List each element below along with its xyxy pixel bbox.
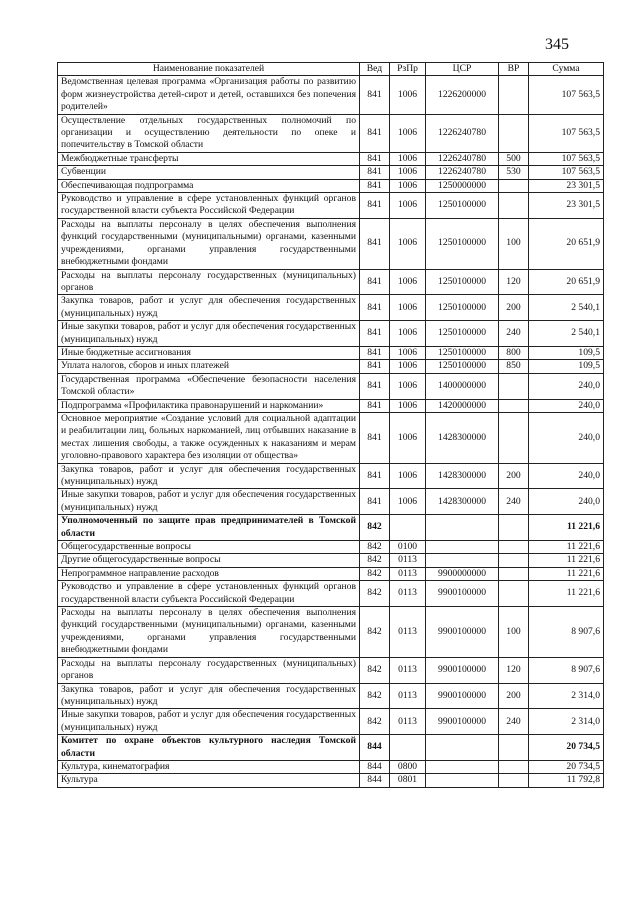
cell-sum: 107 563,5 [529, 76, 604, 114]
cell-vr: 850 [499, 360, 529, 373]
cell-csr: 1250100000 [426, 295, 499, 321]
cell-name: Основное мероприятие «Создание условий для социальной адаптации и реабилитации лиц, больных наркоманией, лиц отбывших наказание в местах лишения свободы, а также осужденных к наказаниям и мерам уголовно-правового характера без изоляции от общества» [58, 412, 360, 463]
cell-vr: 240 [499, 489, 529, 515]
cell-name: Расходы на выплаты персоналу государственных (муниципальных) органов [58, 269, 360, 295]
cell-ved: 842 [360, 515, 390, 541]
cell-name: Закупка товаров, работ и услуг для обеспечения государственных (муниципальных) нужд [58, 683, 360, 709]
cell-csr: 1428300000 [426, 463, 499, 489]
cell-csr: 1250100000 [426, 218, 499, 269]
header-name: Наименование показателей [58, 63, 360, 76]
cell-csr: 9900100000 [426, 657, 499, 683]
cell-vr: 800 [499, 346, 529, 359]
cell-vr: 100 [499, 607, 529, 658]
cell-ved: 841 [360, 152, 390, 165]
cell-name: Обеспечивающая подпрограмма [58, 179, 360, 192]
cell-ved: 841 [360, 373, 390, 399]
cell-csr: 1428300000 [426, 412, 499, 463]
cell-csr: 1250100000 [426, 321, 499, 347]
cell-ved: 844 [360, 735, 390, 761]
cell-rzpr: 0113 [390, 567, 426, 580]
cell-rzpr: 1006 [390, 489, 426, 515]
table-row [58, 412, 604, 463]
cell-rzpr: 0113 [390, 657, 426, 683]
cell-ved: 841 [360, 193, 390, 219]
cell-csr: 1226240780 [426, 114, 499, 152]
budget-table [57, 62, 604, 788]
cell-sum: 11 221,6 [529, 567, 604, 580]
cell-sum: 2 540,1 [529, 321, 604, 347]
cell-name: Закупка товаров, работ и услуг для обеспечения государственных (муниципальных) нужд [58, 295, 360, 321]
cell-vr [499, 515, 529, 541]
cell-vr [499, 114, 529, 152]
cell-vr: 530 [499, 166, 529, 179]
table-row [58, 218, 604, 269]
table-row [58, 541, 604, 554]
table-body [58, 76, 604, 787]
cell-sum: 11 792,8 [529, 774, 604, 787]
cell-name: Межбюджетные трансферты [58, 152, 360, 165]
cell-csr: 1250000000 [426, 179, 499, 192]
cell-name: Иные закупки товаров, работ и услуг для обеспечения государственных (муниципальных) нужд [58, 709, 360, 735]
cell-csr: 1226240780 [426, 152, 499, 165]
cell-name: Руководство и управление в сфере установленных функций органов государственной власти субъекта Российской Федерации [58, 193, 360, 219]
cell-name: Осуществление отдельных государственных полномочий по организации и осуществлению деятельности по опеке и попечительству в Томской области [58, 114, 360, 152]
cell-ved: 844 [360, 774, 390, 787]
cell-name: Культура, кинематография [58, 760, 360, 773]
cell-csr: 1250100000 [426, 269, 499, 295]
cell-name: Государственная программа «Обеспечение безопасности населения Томской области» [58, 373, 360, 399]
cell-vr [499, 774, 529, 787]
table-row [58, 657, 604, 683]
cell-rzpr: 1006 [390, 399, 426, 412]
cell-rzpr: 1006 [390, 179, 426, 192]
cell-name: Комитет по охране объектов культурного наследия Томской области [58, 735, 360, 761]
cell-rzpr: 1006 [390, 373, 426, 399]
cell-ved: 841 [360, 321, 390, 347]
cell-csr [426, 541, 499, 554]
cell-csr: 9900000000 [426, 567, 499, 580]
cell-csr: 1250100000 [426, 360, 499, 373]
cell-vr [499, 760, 529, 773]
cell-ved: 842 [360, 567, 390, 580]
table-row [58, 683, 604, 709]
cell-sum: 107 563,5 [529, 152, 604, 165]
cell-ved: 842 [360, 554, 390, 567]
header-rzpr: РзПр [390, 63, 426, 76]
cell-rzpr: 1006 [390, 412, 426, 463]
cell-vr [499, 735, 529, 761]
cell-csr: 1420000000 [426, 399, 499, 412]
table-row [58, 515, 604, 541]
cell-csr: 9900100000 [426, 581, 499, 607]
cell-vr [499, 179, 529, 192]
cell-ved: 841 [360, 166, 390, 179]
table-row [58, 607, 604, 658]
cell-name: Уполномоченный по защите прав предпринимателей в Томской области [58, 515, 360, 541]
header-sum: Сумма [529, 63, 604, 76]
cell-sum: 107 563,5 [529, 166, 604, 179]
cell-rzpr: 0113 [390, 554, 426, 567]
cell-sum: 2 314,0 [529, 709, 604, 735]
cell-sum: 109,5 [529, 360, 604, 373]
table-row [58, 193, 604, 219]
table-row [58, 114, 604, 152]
cell-rzpr: 0100 [390, 541, 426, 554]
cell-sum: 20 734,5 [529, 760, 604, 773]
table-row [58, 166, 604, 179]
cell-sum: 240,0 [529, 399, 604, 412]
cell-rzpr: 1006 [390, 321, 426, 347]
cell-vr [499, 581, 529, 607]
cell-sum: 8 907,6 [529, 657, 604, 683]
cell-rzpr: 0113 [390, 683, 426, 709]
cell-vr [499, 541, 529, 554]
cell-sum: 240,0 [529, 463, 604, 489]
cell-name: Культура [58, 774, 360, 787]
cell-ved: 841 [360, 346, 390, 359]
cell-csr: 9900100000 [426, 709, 499, 735]
cell-sum: 109,5 [529, 346, 604, 359]
table-row [58, 760, 604, 773]
cell-name: Непрограммное направление расходов [58, 567, 360, 580]
cell-sum: 20 651,9 [529, 218, 604, 269]
cell-ved: 841 [360, 114, 390, 152]
cell-sum: 107 563,5 [529, 114, 604, 152]
cell-sum: 23 301,5 [529, 179, 604, 192]
table-row [58, 581, 604, 607]
cell-csr: 1428300000 [426, 489, 499, 515]
cell-vr: 240 [499, 709, 529, 735]
cell-ved: 841 [360, 179, 390, 192]
cell-ved: 841 [360, 76, 390, 114]
page-number: 345 [545, 36, 569, 53]
cell-csr [426, 735, 499, 761]
cell-csr: 9900100000 [426, 683, 499, 709]
cell-ved: 841 [360, 412, 390, 463]
cell-rzpr: 1006 [390, 360, 426, 373]
cell-rzpr: 1006 [390, 76, 426, 114]
cell-sum: 240,0 [529, 489, 604, 515]
cell-ved: 844 [360, 760, 390, 773]
cell-rzpr: 1006 [390, 346, 426, 359]
cell-rzpr: 1006 [390, 166, 426, 179]
table-row [58, 554, 604, 567]
cell-rzpr: 1006 [390, 269, 426, 295]
cell-vr: 240 [499, 321, 529, 347]
cell-rzpr: 1006 [390, 295, 426, 321]
cell-name: Руководство и управление в сфере установленных функций органов государственной власти субъекта Российской Федерации [58, 581, 360, 607]
cell-sum: 8 907,6 [529, 607, 604, 658]
cell-csr [426, 554, 499, 567]
cell-ved: 841 [360, 463, 390, 489]
table-row [58, 152, 604, 165]
cell-csr: 1250100000 [426, 346, 499, 359]
cell-csr [426, 774, 499, 787]
table-row [58, 179, 604, 192]
cell-sum: 23 301,5 [529, 193, 604, 219]
cell-sum: 240,0 [529, 373, 604, 399]
cell-ved: 842 [360, 581, 390, 607]
cell-name: Иные закупки товаров, работ и услуг для обеспечения государственных (муниципальных) нужд [58, 321, 360, 347]
cell-rzpr: 1006 [390, 463, 426, 489]
cell-vr [499, 567, 529, 580]
cell-ved: 842 [360, 541, 390, 554]
cell-csr [426, 760, 499, 773]
table-row [58, 735, 604, 761]
cell-name: Иные бюджетные ассигнования [58, 346, 360, 359]
cell-name: Расходы на выплаты персоналу государственных (муниципальных) органов [58, 657, 360, 683]
cell-vr: 200 [499, 463, 529, 489]
cell-ved: 842 [360, 683, 390, 709]
cell-rzpr: 0113 [390, 709, 426, 735]
cell-rzpr [390, 735, 426, 761]
cell-vr: 120 [499, 657, 529, 683]
table-row [58, 709, 604, 735]
cell-sum: 11 221,6 [529, 581, 604, 607]
table-row [58, 463, 604, 489]
table-row [58, 269, 604, 295]
table-row [58, 346, 604, 359]
cell-csr: 1226240780 [426, 166, 499, 179]
cell-rzpr: 1006 [390, 114, 426, 152]
table-row [58, 489, 604, 515]
cell-ved: 841 [360, 360, 390, 373]
cell-ved: 842 [360, 607, 390, 658]
table-header-row [58, 63, 604, 76]
cell-sum: 11 221,6 [529, 554, 604, 567]
cell-vr [499, 76, 529, 114]
cell-sum: 240,0 [529, 412, 604, 463]
cell-sum: 20 734,5 [529, 735, 604, 761]
cell-rzpr: 0800 [390, 760, 426, 773]
cell-vr [499, 399, 529, 412]
cell-rzpr: 0113 [390, 581, 426, 607]
cell-vr: 200 [499, 295, 529, 321]
cell-sum: 20 651,9 [529, 269, 604, 295]
cell-sum: 2 540,1 [529, 295, 604, 321]
cell-vr: 200 [499, 683, 529, 709]
table-row [58, 76, 604, 114]
header-vr: ВР [499, 63, 529, 76]
cell-name: Расходы на выплаты персоналу в целях обеспечения выполнения функций государственными (муниципальными) органами, казенными учреждениями, органами управления государственными внебюджетными фондами [58, 607, 360, 658]
cell-ved: 841 [360, 269, 390, 295]
cell-name: Общегосударственные вопросы [58, 541, 360, 554]
cell-name: Закупка товаров, работ и услуг для обеспечения государственных (муниципальных) нужд [58, 463, 360, 489]
cell-rzpr: 1006 [390, 152, 426, 165]
cell-name: Подпрограмма «Профилактика правонарушений и наркомании» [58, 399, 360, 412]
cell-ved: 841 [360, 489, 390, 515]
cell-vr [499, 193, 529, 219]
cell-csr: 1226200000 [426, 76, 499, 114]
cell-ved: 842 [360, 709, 390, 735]
table-row [58, 360, 604, 373]
cell-name: Уплата налогов, сборов и иных платежей [58, 360, 360, 373]
cell-name: Другие общегосударственные вопросы [58, 554, 360, 567]
cell-name: Субвенции [58, 166, 360, 179]
cell-rzpr [390, 515, 426, 541]
cell-rzpr: 0113 [390, 607, 426, 658]
header-ved: Вед [360, 63, 390, 76]
table-row [58, 399, 604, 412]
cell-rzpr: 1006 [390, 193, 426, 219]
table-row [58, 295, 604, 321]
cell-vr: 100 [499, 218, 529, 269]
table-row [58, 567, 604, 580]
cell-csr [426, 515, 499, 541]
cell-rzpr: 0801 [390, 774, 426, 787]
cell-sum: 11 221,6 [529, 541, 604, 554]
cell-vr: 500 [499, 152, 529, 165]
cell-vr [499, 373, 529, 399]
header-csr: ЦСР [426, 63, 499, 76]
cell-name: Иные закупки товаров, работ и услуг для обеспечения государственных (муниципальных) нужд [58, 489, 360, 515]
cell-vr [499, 554, 529, 567]
cell-vr [499, 412, 529, 463]
cell-ved: 841 [360, 295, 390, 321]
cell-name: Ведомственная целевая программа «Организация работы по развитию форм жизнеустройства детей-сирот и детей, оставшихся без попечения родителей» [58, 76, 360, 114]
cell-csr: 1400000000 [426, 373, 499, 399]
cell-ved: 841 [360, 218, 390, 269]
cell-sum: 2 314,0 [529, 683, 604, 709]
cell-sum: 11 221,6 [529, 515, 604, 541]
cell-name: Расходы на выплаты персоналу в целях обеспечения выполнения функций государственными (муниципальными) органами, казенными учреждениями, органами управления государственными внебюджетными фондами [58, 218, 360, 269]
cell-ved: 841 [360, 399, 390, 412]
table-row [58, 373, 604, 399]
table-row [58, 321, 604, 347]
cell-vr: 120 [499, 269, 529, 295]
cell-csr: 1250100000 [426, 193, 499, 219]
cell-ved: 842 [360, 657, 390, 683]
table-row [58, 774, 604, 787]
cell-csr: 9900100000 [426, 607, 499, 658]
cell-rzpr: 1006 [390, 218, 426, 269]
